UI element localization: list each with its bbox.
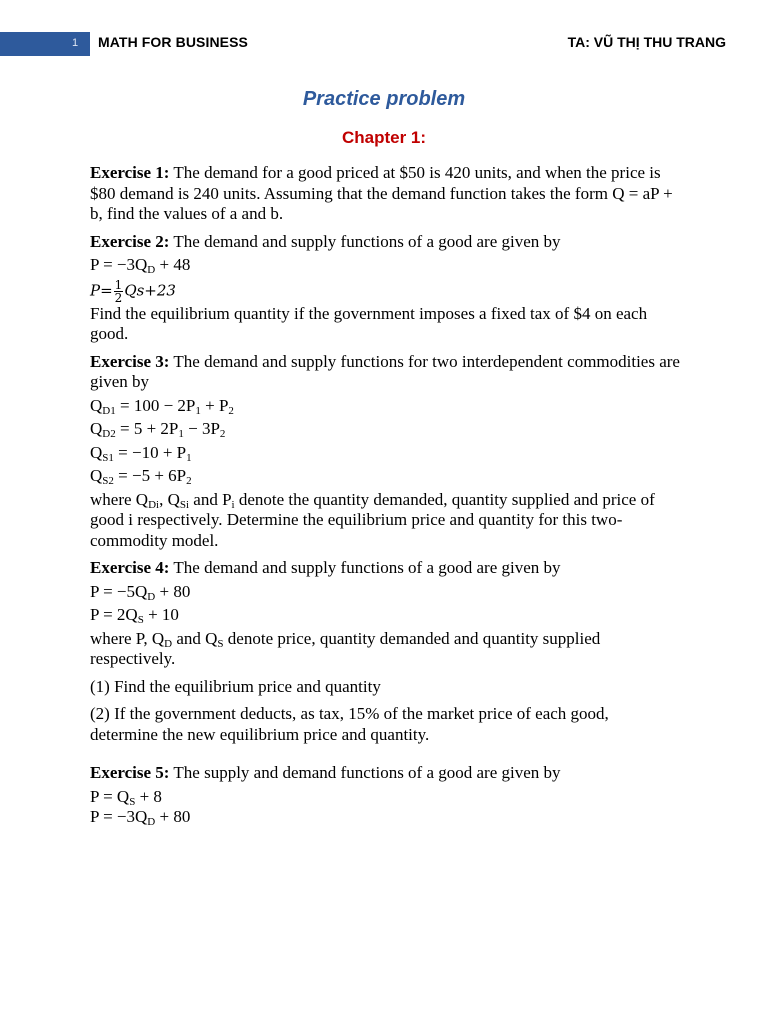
exercise-label: Exercise 2: xyxy=(90,231,170,251)
exercise-5 xyxy=(90,763,680,784)
equation: $Q_{S1} = -10 + P_1$ xyxy=(90,442,192,464)
exercise-text: The demand and supply functions of a good are given by xyxy=(169,231,561,251)
exercise-list xyxy=(90,163,680,828)
exercise-3 xyxy=(90,352,680,393)
chapter-heading: Chapter 1: xyxy=(341,128,427,147)
equation: $P = -3Q_D + 48$ xyxy=(90,255,191,276)
page-title: Practice problem xyxy=(302,88,466,110)
equation: $Q_{S2} = -5 + 6P_2$ xyxy=(90,466,192,487)
fraction: $\frac{1}{2}$ xyxy=(114,277,123,305)
exercise-label: Exercise 3: xyxy=(90,351,170,371)
exercise-text: where $Q_{Di}$, $Q_{Si}$ and $P_i$ denote the quantity demanded, quantity supplied and price of good i respectively. Determine the equilibrium price and quantity for this two-commodity model. xyxy=(90,489,655,550)
page-number: 1 xyxy=(72,37,79,49)
exercise-label: Exercise 4: xyxy=(90,558,170,577)
exercise-1 xyxy=(90,163,680,225)
exercise-text: The demand and supply functions of a good are given by xyxy=(169,558,561,577)
ta-name: TA: VŨ THỊ THU TRANG xyxy=(567,34,726,50)
exercise-text: The demand and supply functions for two interdependent commodities are given by xyxy=(90,351,680,391)
exercise-part-1: (1) Find the equilibrium price and quantity xyxy=(90,676,381,696)
equation: $P = 2Q_S + 10$ xyxy=(90,605,179,626)
equation: $P = -3Q_D + 80$ xyxy=(90,807,191,828)
exercise-part-2: (2) If the government deducts, as tax, 15% of the market price of each good, determine the new equilibrium price and quantity. xyxy=(90,704,609,744)
exercise-text: The supply and demand functions of a good are given by xyxy=(169,763,561,782)
exercise-2 xyxy=(90,232,680,253)
equation: $P = -5Q_D + 80$ xyxy=(90,581,191,603)
equation: $Q_{D2} = 5 + 2P_1 - 3P_2$ xyxy=(90,419,226,440)
exercise-text: where P, $Q_D$ and $Q_S$ denote price, quantity demanded and quantity supplied respectively. xyxy=(90,628,601,668)
equation: $Q_{D1} = 100 - 2P_1 + P_2$ xyxy=(90,395,234,417)
exercise-4 xyxy=(90,558,680,579)
equation: $P = Q_S + 8$ xyxy=(90,786,162,808)
equation-fraction: P= $\frac{1}{2}$ Qs+23 xyxy=(90,277,176,305)
exercise-label: Exercise 5: xyxy=(90,763,170,782)
exercise-label: Exercise 1: xyxy=(90,163,170,182)
course-title: MATH FOR BUSINESS xyxy=(98,34,248,50)
exercise-text: The demand for a good priced at $50 is 420 units, and when the price is $80 demand is 240 units. Assuming that the demand function takes the form Q = aP + b, find the values of a and b. xyxy=(90,163,673,223)
exercise-text: Find the equilibrium quantity if the government imposes a fixed tax of $4 on each good. xyxy=(90,303,648,343)
